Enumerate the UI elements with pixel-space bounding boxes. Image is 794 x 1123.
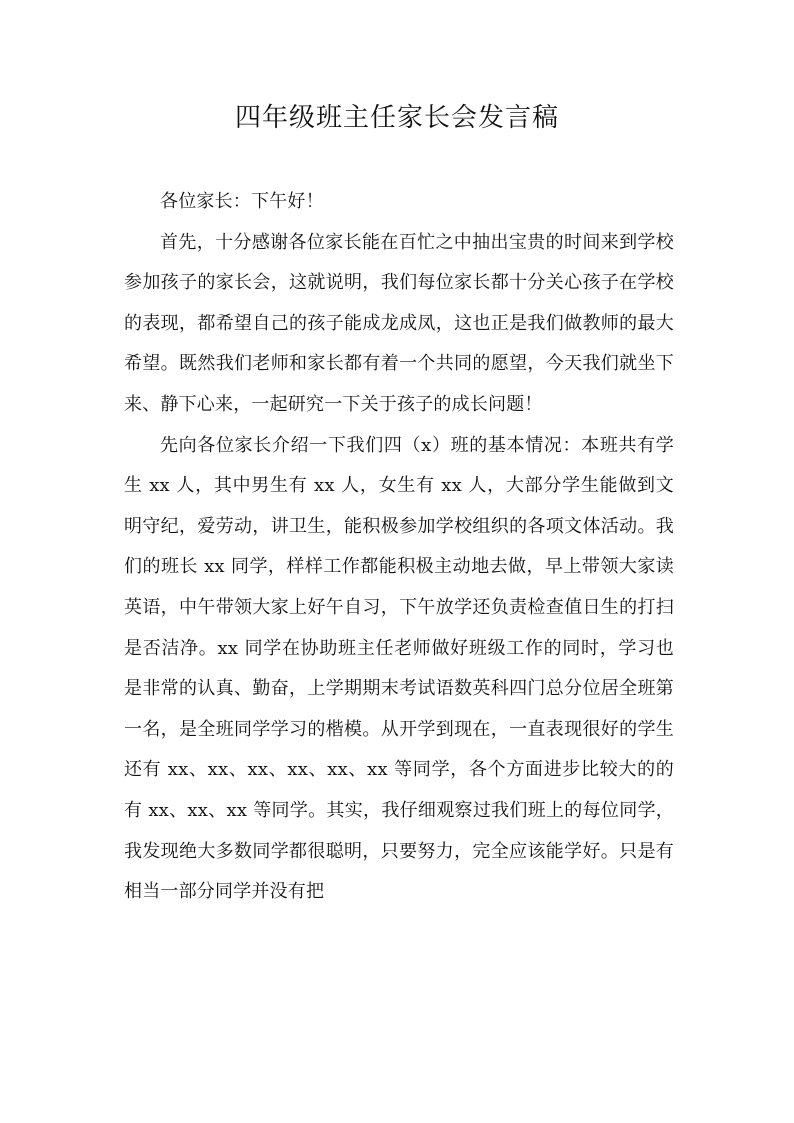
document-title: 四年级班主任家长会发言稿 [234,103,559,133]
paragraph-thanks: 首先，十分感谢各位家长能在百忙之中抽出宝贵的时间来到学校参加孩子的家长会，这就说明，我们每位家长都十分关心孩子在学校的表现，都希望自己的孩子能成龙成凤，这也正是我们做教师的最大希望。既然我们老师和家长都有着一个共同的愿望，今天我们就坐下来、静下心来，一起研究一下关于孩子的成长问题！ [124,231,674,415]
document-body [124,182,674,913]
paragraph-greeting: 各位家长：下午好！ [160,191,324,212]
paragraph-class-overview: 先向各位家长介绍一下我们四（x）班的基本情况：本班共有学生 xx 人，其中男生有 xx 人，女生有 xx 人，大部分学生能做到文明守纪，爱劳动，讲卫生，能积极参加学校组织的各项文体活动。我们的班长 xx 同学，样样工作都能积极主动地去做，早上带领大家读英语，中午带领大家上好午自习，下午放学还负责检查值日生的打扫是否洁净。xx 同学在协助班主任老师做好班级工作的同时，学习也是非常的认真、勤奋，上学期期末考试语数英科四门总分位居全班第一名，是全班同学学习的楷模。从开学到现在，一直表现很好的学生还有 xx、xx、xx、xx、xx、xx 等同学，各个方面进步比较大的的有 xx、xx、xx 等同学。其实，我仔细观察过我们班上的每位同学，我发现绝大多数同学都很聪明，只要努力，完全应该能学好。只是有相当一部分同学并没有把 [124,434,674,903]
